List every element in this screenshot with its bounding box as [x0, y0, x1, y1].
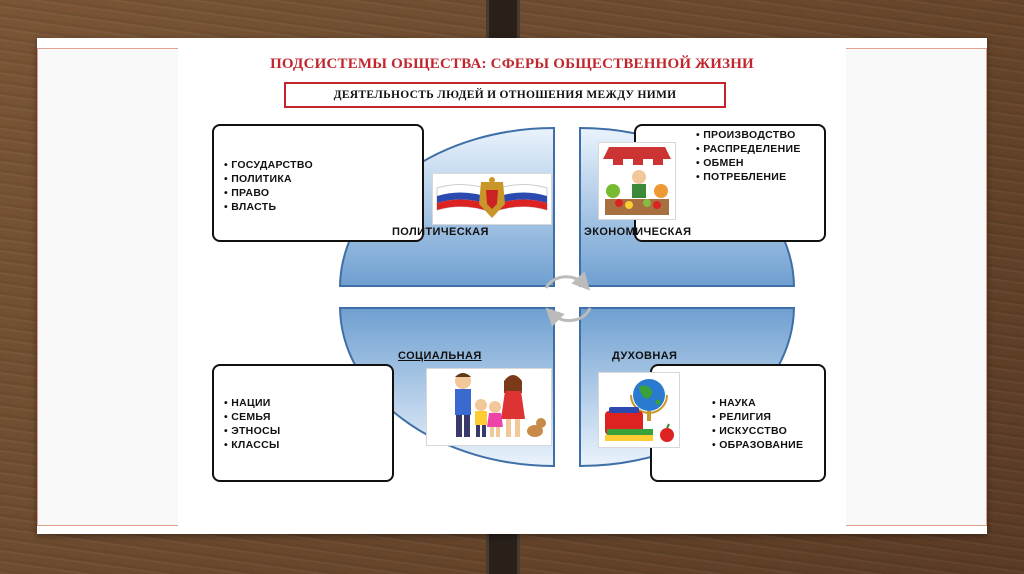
political-label: ПОЛИТИЧЕСКАЯ: [392, 226, 489, 238]
russian-flag-icon: [433, 174, 551, 224]
wall-post-bottom: [486, 530, 520, 574]
list-item: • ПОЛИТИКА: [224, 172, 422, 186]
globe-books-icon: [599, 373, 679, 447]
list-item: • ВЛАСТЬ: [224, 200, 422, 214]
school-supplies-picture: [598, 372, 680, 448]
diagram-area: [180, 38, 844, 534]
list-item: • ГОСУДАРСТВО: [224, 158, 422, 172]
market-stall-picture: [598, 142, 676, 220]
list-item: • ЭТНОСЫ: [224, 424, 392, 438]
slide-frame-right: [846, 48, 987, 526]
political-items-box: [212, 124, 424, 242]
list-item: • ПРОИЗВОДСТВО: [696, 128, 824, 142]
spiritual-label: ДУХОВНАЯ: [612, 350, 678, 362]
social-items-box: [212, 364, 394, 482]
slide: [37, 38, 987, 534]
coat-of-arms-icon: [479, 177, 505, 218]
economic-label: ЭКОНОМИЧЕСКАЯ: [584, 226, 692, 238]
list-item: • ПРАВО: [224, 186, 422, 200]
subtitle-box: ДЕЯТЕЛЬНОСТЬ ЛЮДЕЙ И ОТНОШЕНИЯ МЕЖДУ НИМИ: [284, 82, 726, 108]
russian-flag-picture: [432, 173, 552, 225]
list-item: • НАЦИИ: [224, 396, 392, 410]
family-picture: [426, 368, 552, 446]
list-item: • ОБМЕН: [696, 156, 824, 170]
list-item: • РАСПРЕДЕЛЕНИЕ: [696, 142, 824, 156]
social-label: СОЦИАЛЬНАЯ: [398, 350, 482, 362]
list-item: • КЛАССЫ: [224, 438, 392, 452]
list-item: • СЕМЬЯ: [224, 410, 392, 424]
list-item: • ОБРАЗОВАНИЕ: [712, 438, 824, 452]
page-title: ПОДСИСТЕМЫ ОБЩЕСТВА: СФЕРЫ ОБЩЕСТВЕННОЙ ЖИЗНИ: [270, 56, 754, 72]
market-stall-icon: [599, 143, 675, 219]
slide-frame-left: [37, 48, 178, 526]
list-item: • ПОТРЕБЛЕНИЕ: [696, 170, 824, 184]
list-item: • ИСКУССТВО: [712, 424, 824, 438]
list-item: • РЕЛИГИЯ: [712, 410, 824, 424]
list-item: • НАУКА: [712, 396, 824, 410]
family-icon: [427, 369, 551, 445]
